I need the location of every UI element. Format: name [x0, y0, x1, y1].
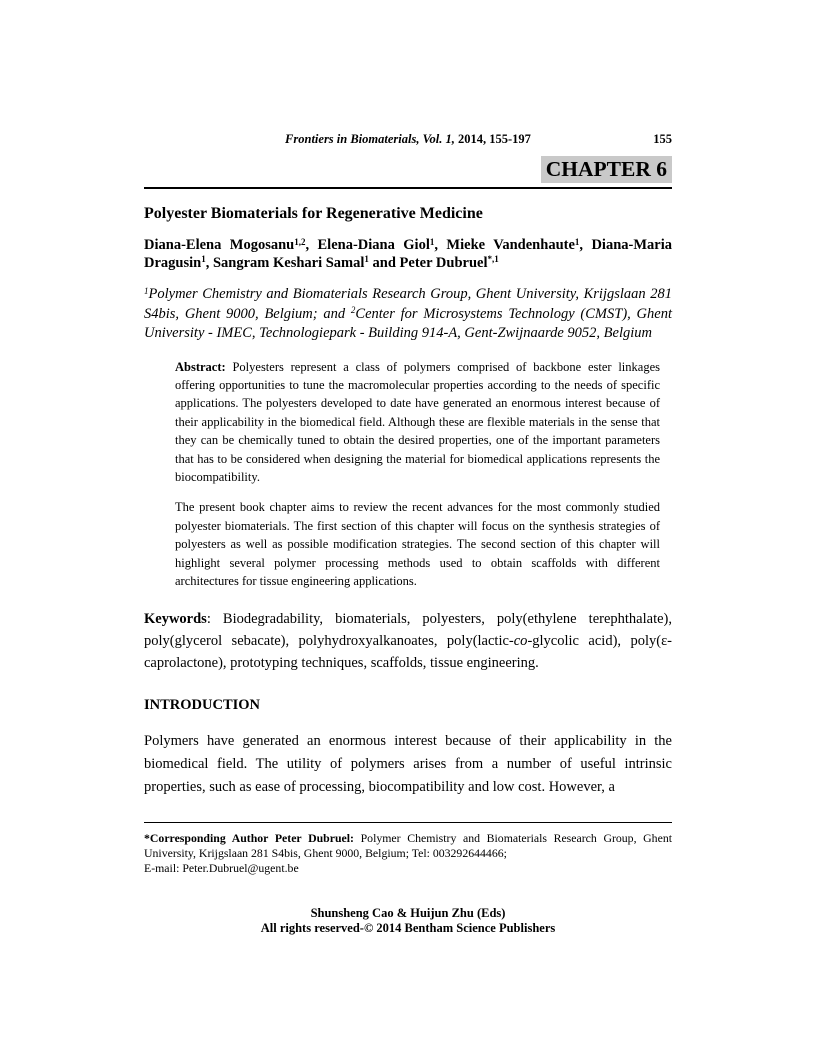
footnote-divider — [144, 822, 672, 823]
keywords-paragraph: Keywords: Biodegradability, biomaterials, polyesters, poly(ethylene terephthalate), poly(glycerol sebacate), polyhydroxyalkanoates, poly(lactic-co-glycolic acid), poly(ε-caprolactone), prototyping techniques, scaffolds, tissue engineering. — [144, 611, 672, 672]
header-divider — [144, 187, 672, 189]
footnote-email: E-mail: Peter.Dubruel@ugent.be — [144, 860, 299, 875]
footer-editors: Shunsheng Cao & Huijun Zhu (Eds) — [310, 906, 506, 920]
affiliation: $^1$Polymer Chemistry and Biomaterials Research Group, Ghent University, Krijgslaan 281 S4bis, Ghent 9000, Belgium; and $^2$Center for Microsystems Technology (CMST), Ghent University - IMEC, Technologiepark - Building 914-A, Gent-Zwijnaarde 9052, Belgium — [144, 285, 672, 341]
page-number: 155 — [653, 132, 672, 146]
abstract-paragraph-2: The present book chapter aims to review the recent advances for the most commonly studied polyester biomaterials. The first section of this chapter will focus on the synthesis strategies of polyesters as well as possible modification strategies. The second section of this chapter will highlight several polymer processing methods used to obtain scaffolds with different architectures for tissue engineering applications. — [175, 500, 660, 588]
footer-credits — [0, 906, 816, 935]
footnote-text: *Corresponding Author Peter Dubruel: Polymer Chemistry and Biomaterials Research Group, Ghent University, Krijgslaan 281 S4bis, Ghent 9000, Belgium; Tel: 003292644466; — [144, 831, 672, 860]
article-title: Polyester Biomaterials for Regenerative Medicine — [144, 205, 483, 222]
abstract-section — [175, 358, 660, 591]
chapter-label: CHAPTER 6 — [541, 156, 672, 183]
authors-line: Diana-Elena Mogosanu$^{1,2}$, Elena-Diana Giol$^1$, Mieke Vandenhaute$^1$, Diana-Maria Dragusin$^1$, Sangram Keshari Samal$^1$ and Peter Dubruel$^{*,1}$ — [144, 236, 672, 271]
footer-rights: All rights reserved-© 2014 Bentham Science Publishers — [260, 920, 556, 935]
abstract-paragraph-1: Abstract: Polyesters represent a class of polymers comprised of backbone ester linkages offering opportunities to tune the macromolecular properties according to the needs of specific applications. The polyesters developed to date have generated an enormous interest because of their applicability in the biomedical field. Although these are flexible materials in the sense that they can be chemically tuned to obtain the desired properties, one of the important parameters that has to be considered when designing the material for biomedical applications represents the biocompatibility. — [175, 359, 660, 484]
running-head-journal: Frontiers in Biomaterials, Vol. 1, 2014, 155-197 — [285, 132, 531, 146]
page-content — [144, 0, 672, 799]
introduction-heading: INTRODUCTION — [144, 697, 261, 714]
chapter-row — [144, 156, 672, 185]
introduction-paragraph: Polymers have generated an enormous interest because of their applicability in the biomedical field. The utility of polymers arises from a number of useful intrinsic properties, such as ease of processing, biocompatibility and low cost. However, a — [144, 733, 672, 796]
footnote-section — [144, 822, 672, 875]
running-head — [144, 131, 672, 147]
